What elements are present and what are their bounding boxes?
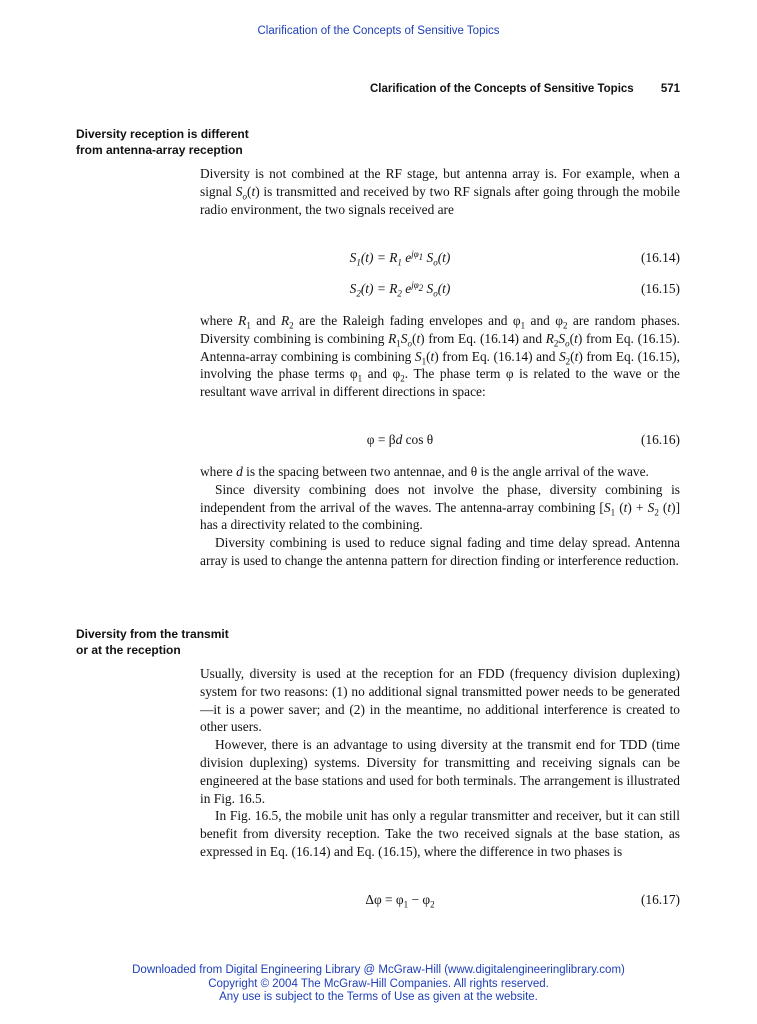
top-banner: Clarification of the Concepts of Sensitive Topics <box>257 25 500 37</box>
footer-line: Copyright © 2004 The McGraw-Hill Companies. All rights reserved. <box>208 977 549 990</box>
section-heading-transmit-diversity <box>76 626 229 658</box>
equation-16-14: $S_1(t) = R_1$ $e^{j\varphi_1}$ $S_o(t)$ (16.14) <box>349 248 680 268</box>
section-heading-line: from antenna-array reception <box>76 143 243 157</box>
page-number: 571 <box>660 83 680 95</box>
section-heading-line: or at the reception <box>76 643 181 657</box>
equation-16-17: $\Delta\varphi = \varphi_1 - \varphi_2$ (16.17) <box>365 892 680 910</box>
equation-number: (16.14) <box>640 250 680 265</box>
equation-number: (16.15) <box>640 281 680 296</box>
paragraph-intro: Diversity is not combined at the RF stage, but antenna array is. For example, when a signal $S_o(t)$ is transmitted and received by two RF signals after going through the mobile radio environment, the two signals received are <box>200 166 680 217</box>
equation-16-16: φ = βd cos θ (16.16) <box>366 432 680 447</box>
footer-copyright <box>0 964 757 1005</box>
section-heading-diversity-vs-array <box>76 126 249 158</box>
section-heading-line: Diversity from the transmit <box>76 627 229 641</box>
section-heading-line: Diversity reception is different <box>76 127 249 141</box>
equation-number: (16.17) <box>640 892 680 907</box>
footer-line[interactable]: Downloaded from Digital Engineering Library @ McGraw-Hill (www.digitalengineeringlibrary.com) <box>132 964 625 976</box>
footer-line: Any use is subject to the Terms of Use as given at the website. <box>219 991 538 1003</box>
paragraph-spacing: where d is the spacing between two antennae, and θ is the angle arrival of the wave. Since diversity combining does not involve the phase, diversity combining is independent from the arrival of the waves. The antenna-array combining [$S_1$ $(t) + S_2$ (t)] has a directivity related to the combining. Diversity combining is used to reduce signal fading and time delay spread. Antenna array is used to change the antenna pattern for direction finding or interference reduction. <box>200 464 681 568</box>
paragraph-phase: where $R_1$ and $R_2$ are the Raleigh fading envelopes and $\varphi_1$ and $\varphi_2$ are random phases. Diversity combining is combining $R_1S_o(t)$ from Eq. (16.14) and $R_2S_o(t)$ from Eq. (16.15). Antenna-array combining is combining $S_1(t)$ from Eq. (16.14) and $S_2(t)$ from Eq. (16.15), involving the phase terms $\varphi_1$ and $\varphi_2$. The phase term φ is related to the wave or the resultant wave arrival in different directions in space: <box>200 313 681 400</box>
running-head-title: Clarification of the Concepts of Sensitive Topics <box>370 83 634 95</box>
paragraph-transmit-diversity: Usually, diversity is used at the reception for an FDD (frequency division duplexing) system for two reasons: (1) no additional signal transmitted power needs to be generated—it is a power saver; and (2) in the meantime, no additional interference is created to other users. However, there is an advantage to using diversity at the transmit end for TDD (time division duplexing) systems. Diversity for transmitting and receiving signals can be engineered at the base stations and used for both terminals. The arrangement is illustrated in Fig. 16.5. In Fig. 16.5, the mobile unit has only a regular transmitter and receiver, but it can still benefit from diversity reception. Take the two received signals at the base station, as expressed in Eq. (16.14) and Eq. (16.15), where the difference in two phases is <box>200 666 680 859</box>
equation-number: (16.16) <box>640 432 680 447</box>
running-head <box>370 83 680 95</box>
equation-16-15: $S_2(t) = R_2$ $e^{j\varphi_2}$ $S_o(t)$ (16.15) <box>349 279 680 299</box>
